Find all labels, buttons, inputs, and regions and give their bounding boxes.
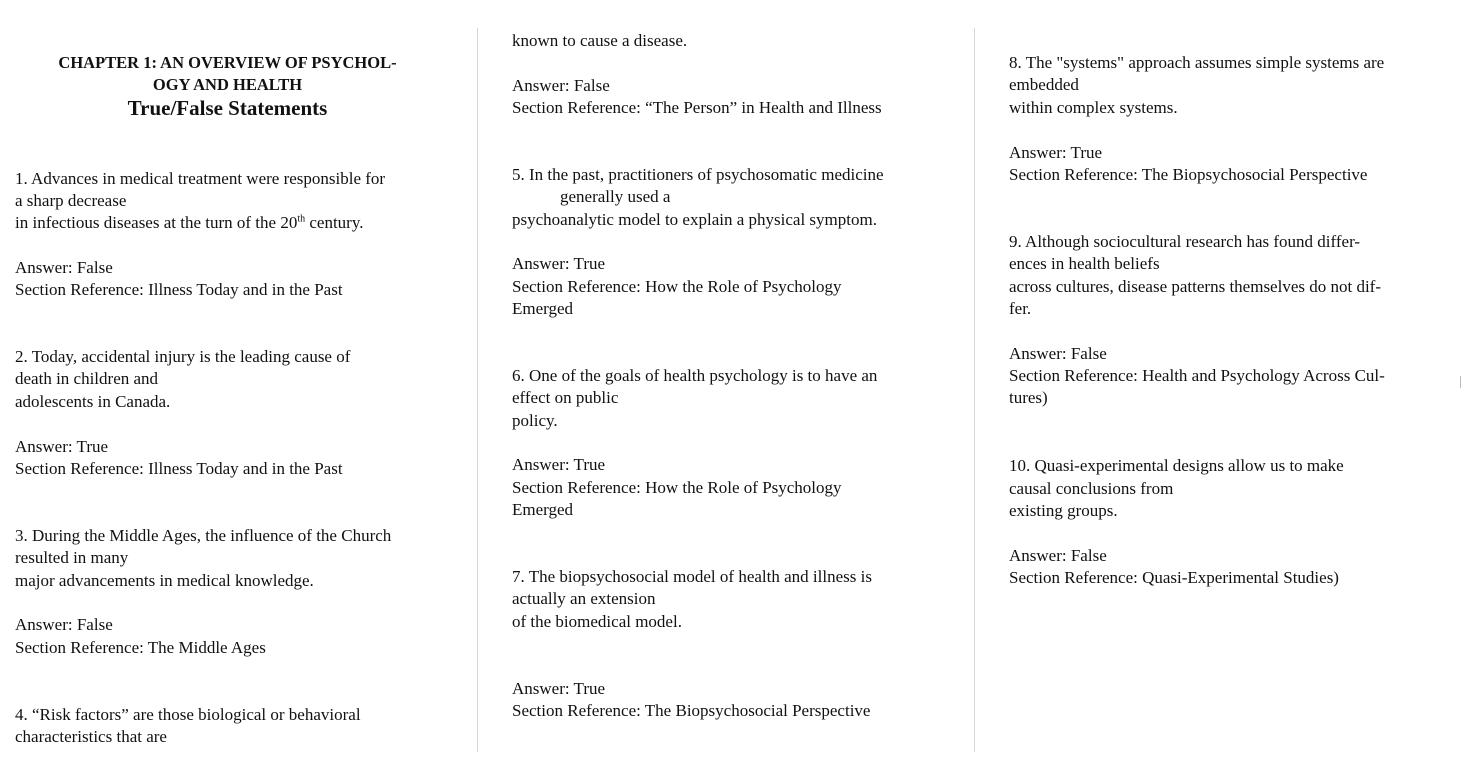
- q7-line-2: actually an extension: [512, 589, 656, 608]
- q1-line-1: 1. Advances in medical treatment were responsible for: [15, 169, 386, 188]
- q1-line-2: a sharp decrease: [15, 191, 127, 210]
- q7-answer: Answer: True: [512, 679, 606, 698]
- q8-answer: Answer: True: [1009, 143, 1103, 162]
- q3-section-reference: Section Reference: The Middle Ages: [15, 638, 266, 657]
- q8-line-3: within complex systems.: [1009, 98, 1178, 117]
- q1-superscript: th: [297, 213, 306, 225]
- q4-line-3: known to cause a disease.: [512, 31, 688, 50]
- q4-answer: Answer: False: [512, 76, 610, 95]
- q8-line-1: 8. The "systems" approach assumes simple systems are: [1009, 53, 1385, 72]
- q10-line-3: existing groups.: [1009, 501, 1118, 520]
- q6-answer: Answer: True: [512, 455, 606, 474]
- q4-section-reference: Section Reference: “The Person” in Health and Illness: [512, 98, 882, 117]
- q2-answer: Answer: True: [15, 437, 109, 456]
- q9-section-reference-line-1: Section Reference: Health and Psychology Across Cul-: [1009, 366, 1385, 385]
- q1-line-3-post: century.: [305, 213, 364, 232]
- q5-section-reference-line-2: Emerged: [512, 299, 574, 318]
- q9-line-2: ences in health beliefs: [1009, 254, 1160, 273]
- q9-section-reference-line-2: tures): [1009, 388, 1048, 407]
- q7-section-reference: Section Reference: The Biopsychosocial Perspective: [512, 701, 871, 720]
- column-divider-2: [974, 28, 975, 752]
- q9-answer: Answer: False: [1009, 344, 1107, 363]
- q6-line-2: effect on public: [512, 388, 619, 407]
- q10-line-1: 10. Quasi-experimental designs allow us to make: [1009, 456, 1344, 475]
- chapter-title-line-2: OGY AND HEALTH: [152, 75, 303, 94]
- chapter-title-line-1: CHAPTER 1: AN OVERVIEW OF PSYCHOL-: [58, 53, 397, 72]
- q4-line-2: characteristics that are: [15, 727, 167, 746]
- q9-line-4: fer.: [1009, 299, 1032, 318]
- q1-line-3-pre: in infectious diseases at the turn of the 20: [15, 213, 298, 232]
- section-subtitle: True/False Statements: [127, 96, 328, 120]
- q4-line-1: 4. “Risk factors” are those biological or behavioral: [15, 705, 361, 724]
- q5-section-reference-line-1: Section Reference: How the Role of Psychology: [512, 277, 842, 296]
- q6-line-3: policy.: [512, 411, 558, 430]
- q2-line-3: adolescents in Canada.: [15, 392, 171, 411]
- column-divider-1: [477, 28, 478, 752]
- q1-answer: Answer: False: [15, 258, 113, 277]
- q6-section-reference-line-1: Section Reference: How the Role of Psychology: [512, 478, 842, 497]
- q10-section-reference: Section Reference: Quasi-Experimental Studies): [1009, 568, 1339, 587]
- q3-line-3: major advancements in medical knowledge.: [15, 571, 314, 590]
- q3-line-2: resulted in many: [15, 548, 129, 567]
- page-edge-marker: [1460, 376, 1461, 388]
- q5-line-3: psychoanalytic model to explain a physical symptom.: [512, 210, 877, 229]
- q9-line-3: across cultures, disease patterns themselves do not dif-: [1009, 277, 1382, 296]
- column-left: [15, 0, 455, 770]
- q5-line-1: 5. In the past, practitioners of psychosomatic medicine: [512, 165, 884, 184]
- q10-answer: Answer: False: [1009, 546, 1107, 565]
- q8-line-2: embedded: [1009, 75, 1079, 94]
- q3-line-1: 3. During the Middle Ages, the influence of the Church: [15, 526, 392, 545]
- q1-section-reference: Section Reference: Illness Today and in the Past: [15, 280, 343, 299]
- q2-line-2: death in children and: [15, 369, 159, 388]
- q7-line-1: 7. The biopsychosocial model of health and illness is: [512, 567, 872, 586]
- column-middle: [512, 0, 942, 770]
- q2-line-1: 2. Today, accidental injury is the leading cause of: [15, 347, 351, 366]
- q6-section-reference-line-2: Emerged: [512, 500, 574, 519]
- q7-line-3: of the biomedical model.: [512, 612, 682, 631]
- q2-section-reference: Section Reference: Illness Today and in the Past: [15, 459, 343, 478]
- column-right: [1009, 0, 1449, 770]
- q9-line-1: 9. Although sociocultural research has found differ-: [1009, 232, 1361, 251]
- q5-line-2: generally used a: [560, 187, 671, 206]
- q5-answer: Answer: True: [512, 254, 606, 273]
- q3-answer: Answer: False: [15, 615, 113, 634]
- q10-line-2: causal conclusions from: [1009, 479, 1174, 498]
- q8-section-reference: Section Reference: The Biopsychosocial Perspective: [1009, 165, 1368, 184]
- q1-line-3: [15, 212, 363, 234]
- q6-line-1: 6. One of the goals of health psychology is to have an: [512, 366, 878, 385]
